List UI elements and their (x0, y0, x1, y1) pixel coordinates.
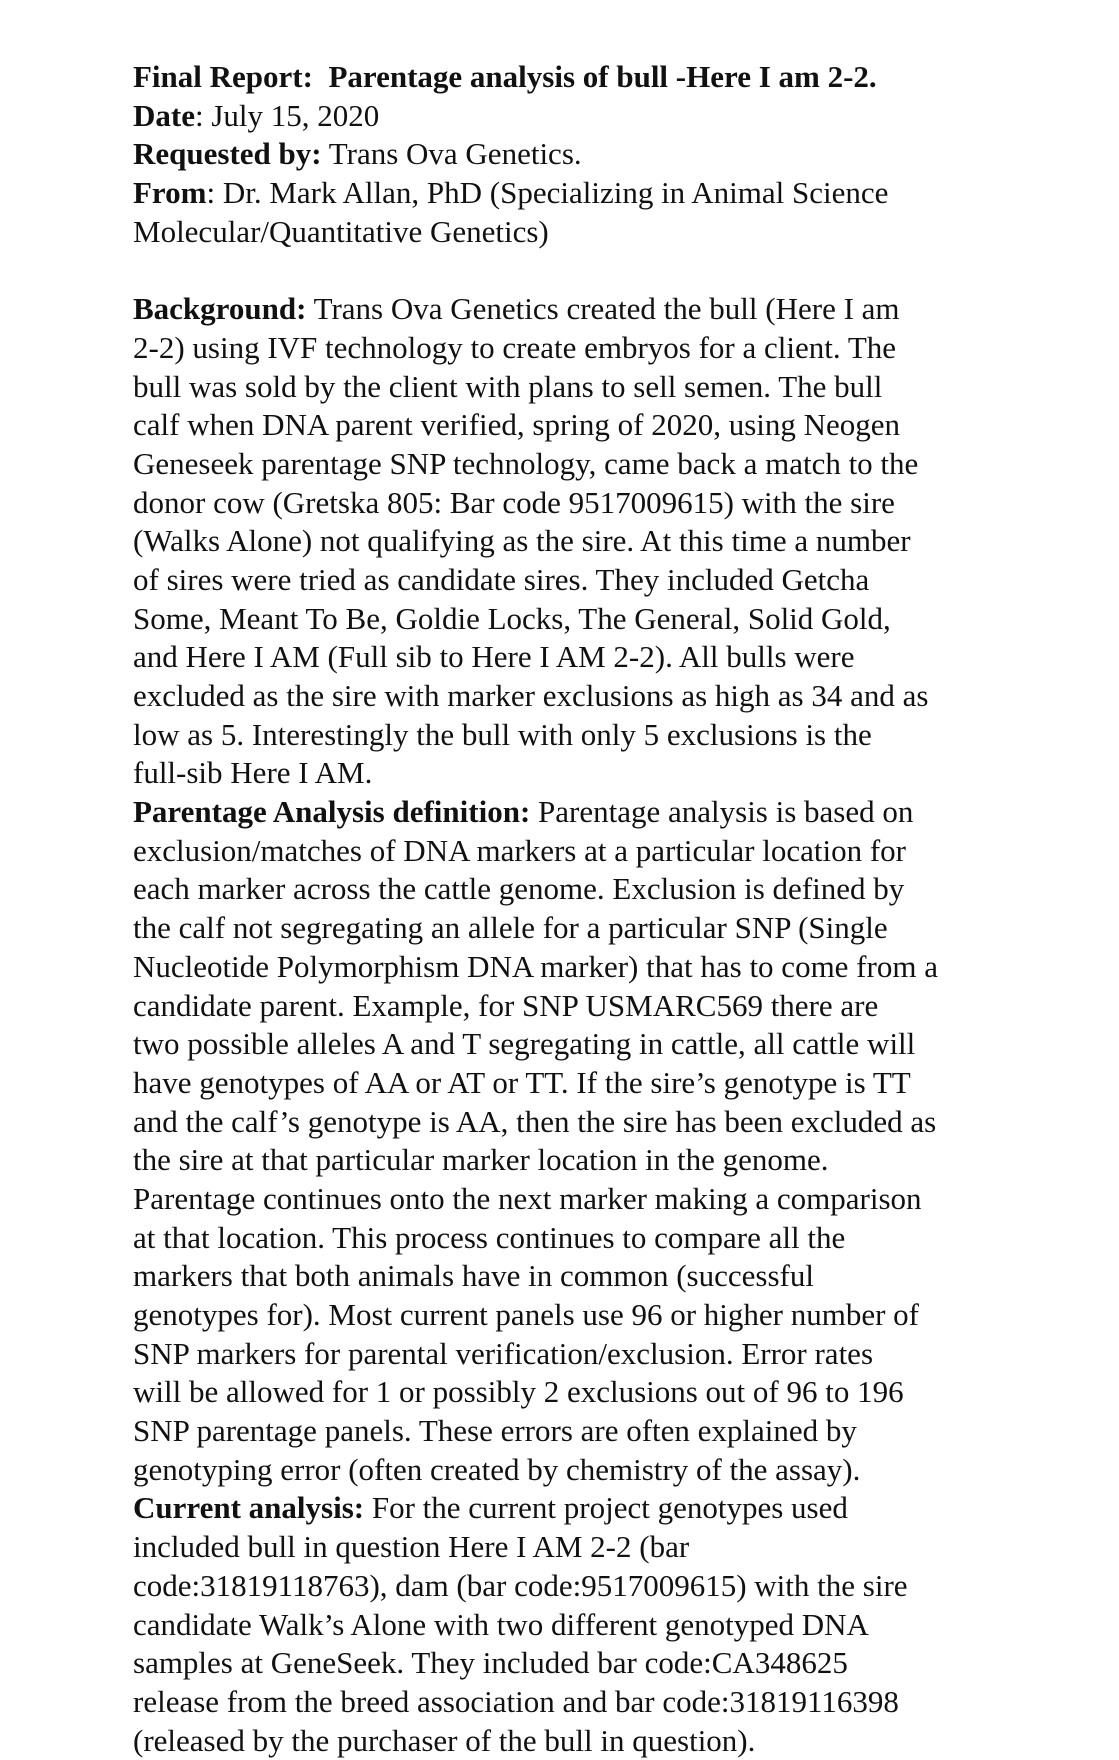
background-text: Trans Ova Genetics created the bull (Here I am (306, 291, 900, 327)
background-line: excluded as the sire with marker exclusions as high as 34 and as (133, 678, 929, 713)
from-label: From (133, 175, 207, 211)
definition-line: each marker across the cattle genome. Exclusion is defined by (133, 871, 905, 907)
current-heading: Current analysis: (133, 1490, 365, 1526)
title-text: Parentage analysis of bull -Here I am 2-2. (328, 59, 877, 94)
definition-line: genotyping error (often created by chemistry of the assay). (133, 1451, 861, 1487)
date-label: Date (133, 97, 195, 133)
definition-heading: Parentage Analysis definition: (133, 794, 531, 830)
current-analysis-section (133, 1489, 1013, 1760)
definition-line: SNP markers for parental verification/exclusion. Error rates (133, 1335, 874, 1371)
current-text: For the current project genotypes used (364, 1490, 848, 1526)
definition-line: the calf not segregating an allele for a particular SNP (Single (133, 910, 888, 946)
current-line: code:31819118763), dam (bar code:9517009615) with the sire (133, 1567, 908, 1603)
report-title (133, 58, 1013, 97)
from-line (133, 174, 1013, 213)
date-value: : July 15, 2020 (194, 97, 380, 133)
definition-line: candidate parent. Example, for SNP USMARC569 there are (133, 987, 879, 1023)
background-line: full-sib Here I AM. (133, 755, 373, 791)
date-line (133, 97, 1013, 136)
report-document (133, 58, 1013, 1760)
background-line: bull was sold by the client with plans to sell semen. The bull (133, 368, 883, 404)
current-line: (released by the purchaser of the bull in question). (133, 1722, 756, 1758)
requested-by-label: Requested by: (133, 136, 322, 172)
current-line: release from the breed association and bar code:31819116398 (133, 1683, 899, 1719)
definition-line: SNP parentage panels. These errors are often explained by (133, 1413, 857, 1449)
background-line: of sires were tried as candidate sires. They included Getcha (133, 561, 870, 597)
background-line: donor cow (Gretska 805: Bar code 9517009615) with the sire (133, 484, 895, 520)
background-line: calf when DNA parent verified, spring of 2020, using Neogen (133, 407, 901, 443)
definition-line: and the calf’s genotype is AA, then the sire has been excluded as (133, 1103, 937, 1139)
requested-by-line (133, 135, 1013, 174)
title-label: Final Report: (133, 59, 313, 94)
from-value: : Dr. Mark Allan, PhD (Specializing in Animal Science (206, 175, 889, 211)
definition-text: Parentage analysis is based on (530, 794, 914, 830)
background-line: (Walks Alone) not qualifying as the sire. At this time a number (133, 523, 911, 559)
background-line (133, 290, 1013, 329)
definition-line: have genotypes of AA or AT or TT. If the sire’s genotype is TT (133, 1064, 911, 1100)
current-line: samples at GeneSeek. They included bar code:CA348625 (133, 1645, 848, 1681)
current-line (133, 1489, 1013, 1528)
definition-line: Nucleotide Polymorphism DNA marker) that has to come from a (133, 948, 938, 984)
background-line: Geneseek parentage SNP technology, came back a match to the (133, 445, 919, 481)
background-section (133, 290, 1013, 793)
definition-line: the sire at that particular marker location in the genome. (133, 1142, 829, 1178)
spacer (133, 251, 1013, 290)
definition-line: will be allowed for 1 or possibly 2 exclusions out of 96 to 196 (133, 1374, 904, 1410)
definition-line: Parentage continues onto the next marker making a comparison (133, 1180, 922, 1216)
from-line-cont: Molecular/Quantitative Genetics) (133, 213, 549, 249)
background-line: Some, Meant To Be, Goldie Locks, The General, Solid Gold, (133, 600, 891, 636)
background-line: 2-2) using IVF technology to create embryos for a client. The (133, 329, 897, 365)
background-heading: Background: (133, 291, 307, 327)
requested-by-value: Trans Ova Genetics. (321, 136, 582, 172)
definition-line: exclusion/matches of DNA markers at a particular location for (133, 832, 907, 868)
definition-line: genotypes for). Most current panels use 96 or higher number of (133, 1297, 919, 1332)
definition-section (133, 793, 1013, 1489)
background-line: low as 5. Interestingly the bull with only 5 exclusions is the (133, 716, 872, 752)
current-line: included bull in question Here I AM 2-2 (bar (133, 1529, 690, 1565)
definition-line: at that location. This process continues to compare all the (133, 1219, 846, 1255)
definition-line: two possible alleles A and T segregating in cattle, all cattle will (133, 1026, 916, 1062)
current-line: candidate Walk’s Alone with two different genotyped DNA (133, 1606, 869, 1642)
definition-line: markers that both animals have in common (successful (133, 1258, 814, 1294)
definition-line (133, 793, 1013, 832)
background-line: and Here I AM (Full sib to Here I AM 2-2). All bulls were (133, 639, 855, 675)
